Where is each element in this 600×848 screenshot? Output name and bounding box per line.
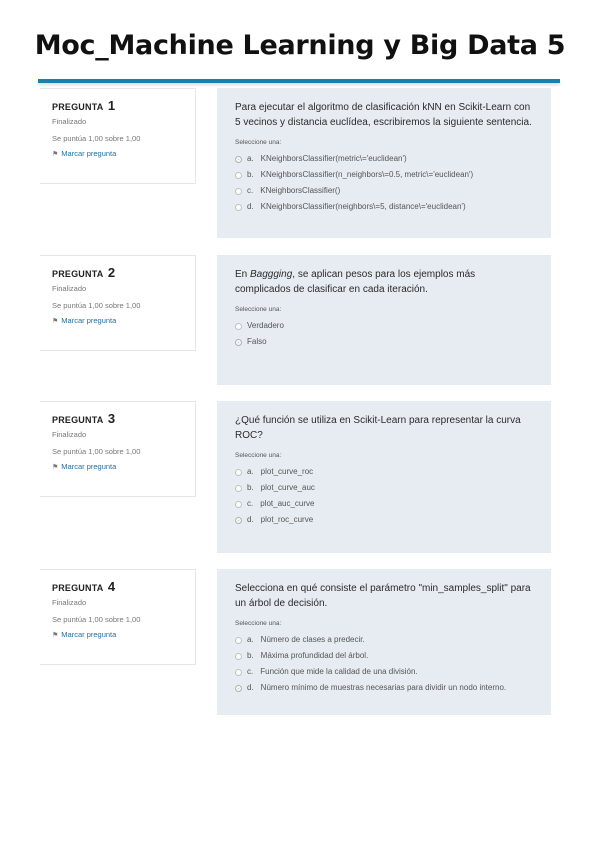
radio-button[interactable] bbox=[235, 669, 242, 676]
question-state: Finalizado bbox=[52, 430, 87, 439]
question-text bbox=[235, 267, 533, 297]
option-letter: a. bbox=[247, 635, 254, 644]
answer-option[interactable] bbox=[235, 183, 533, 199]
option-text: Número de clases a predecir. bbox=[260, 635, 365, 644]
answer-option[interactable] bbox=[235, 318, 533, 334]
answer-option[interactable] bbox=[235, 151, 533, 167]
flag-question-link[interactable] bbox=[52, 316, 185, 325]
question-state: Finalizado bbox=[52, 117, 87, 126]
radio-button[interactable] bbox=[235, 485, 242, 492]
answer-prompt: Seleccione una: bbox=[235, 139, 282, 146]
option-text: plot_curve_roc bbox=[260, 467, 314, 476]
question-label: PREGUNTA bbox=[52, 102, 104, 112]
answer-option[interactable] bbox=[235, 167, 533, 183]
question-info-3 bbox=[40, 401, 196, 497]
answer-option[interactable] bbox=[235, 512, 533, 528]
question-info-2 bbox=[40, 255, 196, 351]
radio-button[interactable] bbox=[235, 517, 242, 524]
question-info-1 bbox=[40, 88, 196, 184]
question-heading bbox=[52, 265, 185, 280]
radio-button[interactable] bbox=[235, 323, 242, 330]
flag-icon: ⚑ bbox=[52, 318, 59, 325]
question-text-emphasis: Baggging bbox=[250, 269, 293, 280]
flag-question-link[interactable] bbox=[52, 149, 185, 158]
answer-option[interactable] bbox=[235, 464, 533, 480]
question-grade: Se puntúa 1,00 sobre 1,00 bbox=[52, 134, 141, 143]
question-text: Para ejecutar el algoritmo de clasificación kNN en Scikit-Learn con 5 vecinos y distancia euclídea, escribiremos la siguiente sentencia. bbox=[235, 102, 532, 128]
option-letter: d. bbox=[247, 515, 254, 524]
option-text: Función que mide la calidad de una división. bbox=[260, 667, 418, 676]
answer-prompt: Seleccione una: bbox=[235, 620, 282, 627]
option-letter: d. bbox=[247, 202, 254, 211]
flag-label: Marcar pregunta bbox=[61, 316, 117, 325]
question-text: ¿Qué función se utiliza en Scikit-Learn para representar la curva ROC? bbox=[235, 415, 521, 441]
option-text: plot_curve_auc bbox=[260, 483, 315, 492]
answer-option[interactable] bbox=[235, 632, 533, 648]
answer-prompt: Seleccione una: bbox=[235, 306, 282, 313]
question-state: Finalizado bbox=[52, 284, 87, 293]
option-text: Número mínimo de muestras necesarias para dividir un nodo interno. bbox=[260, 683, 507, 692]
question-heading bbox=[52, 411, 185, 426]
question-state: Finalizado bbox=[52, 598, 87, 607]
question-label: PREGUNTA bbox=[52, 269, 104, 279]
answer-option[interactable] bbox=[235, 680, 533, 696]
option-text: KNeighborsClassifier() bbox=[260, 186, 341, 195]
flag-label: Marcar pregunta bbox=[61, 462, 117, 471]
answer-option[interactable] bbox=[235, 664, 533, 680]
question-number: 4 bbox=[107, 579, 116, 594]
flag-icon: ⚑ bbox=[52, 464, 59, 471]
question-label: PREGUNTA bbox=[52, 415, 104, 425]
question-number: 1 bbox=[107, 98, 116, 113]
question-grade: Se puntúa 1,00 sobre 1,00 bbox=[52, 301, 141, 310]
question-heading bbox=[52, 98, 185, 113]
answer-option[interactable] bbox=[235, 496, 533, 512]
option-letter: b. bbox=[247, 170, 254, 179]
document-title: Moc_Machine Learning y Big Data 5 bbox=[34, 30, 566, 61]
option-text: KNeighborsClassifier(n_neighbors\=0.5, metric\='euclidean') bbox=[260, 170, 474, 179]
answer-option[interactable] bbox=[235, 480, 533, 496]
radio-button[interactable] bbox=[235, 339, 242, 346]
flag-question-link[interactable] bbox=[52, 630, 185, 639]
option-text: KNeighborsClassifier(neighbors\=5, distance\='euclidean') bbox=[260, 202, 466, 211]
question-number: 2 bbox=[107, 265, 116, 280]
radio-button[interactable] bbox=[235, 501, 242, 508]
option-text: Verdadero bbox=[247, 321, 284, 330]
radio-button[interactable] bbox=[235, 156, 242, 163]
flag-label: Marcar pregunta bbox=[61, 149, 117, 158]
question-info-4 bbox=[40, 569, 196, 665]
option-letter: b. bbox=[247, 651, 254, 660]
option-letter: a. bbox=[247, 154, 254, 163]
flag-question-link[interactable] bbox=[52, 462, 185, 471]
answer-option[interactable] bbox=[235, 199, 533, 215]
question-content-3 bbox=[217, 401, 551, 553]
option-letter: a. bbox=[247, 467, 254, 476]
option-letter: b. bbox=[247, 483, 254, 492]
question-text-part: En bbox=[235, 269, 251, 280]
radio-button[interactable] bbox=[235, 172, 242, 179]
question-grade: Se puntúa 1,00 sobre 1,00 bbox=[52, 447, 141, 456]
question-heading bbox=[52, 579, 185, 594]
option-letter: c. bbox=[247, 667, 254, 676]
option-text: KNeighborsClassifier(metric\='euclidean') bbox=[260, 154, 407, 163]
radio-button[interactable] bbox=[235, 685, 242, 692]
option-text: Falso bbox=[247, 337, 267, 346]
answer-option[interactable] bbox=[235, 648, 533, 664]
radio-button[interactable] bbox=[235, 469, 242, 476]
question-text: Selecciona en qué consiste el parámetro "min_samples_split" para un árbol de decisión. bbox=[235, 583, 531, 609]
question-content-4 bbox=[217, 569, 551, 715]
question-content-2 bbox=[217, 255, 551, 385]
radio-button[interactable] bbox=[235, 188, 242, 195]
answer-option[interactable] bbox=[235, 334, 533, 350]
option-letter: d. bbox=[247, 683, 254, 692]
answer-prompt: Seleccione una: bbox=[235, 452, 282, 459]
question-grade: Se puntúa 1,00 sobre 1,00 bbox=[52, 615, 141, 624]
radio-button[interactable] bbox=[235, 204, 242, 211]
flag-icon: ⚑ bbox=[52, 632, 59, 639]
option-letter: c. bbox=[247, 186, 254, 195]
question-content-1 bbox=[217, 88, 551, 238]
flag-icon: ⚑ bbox=[52, 151, 59, 158]
question-label: PREGUNTA bbox=[52, 583, 104, 593]
flag-label: Marcar pregunta bbox=[61, 630, 117, 639]
option-text: Máxima profundidad del árbol. bbox=[260, 651, 369, 660]
header-divider bbox=[38, 79, 560, 83]
question-number: 3 bbox=[107, 411, 116, 426]
question-text-part: , se aplican pesos para los ejemplos más complicados de clasificar en cada iteración. bbox=[235, 269, 476, 295]
option-text: plot_roc_curve bbox=[260, 515, 314, 524]
radio-button[interactable] bbox=[235, 637, 242, 644]
option-letter: c. bbox=[247, 499, 254, 508]
radio-button[interactable] bbox=[235, 653, 242, 660]
option-text: plot_auc_curve bbox=[260, 499, 315, 508]
